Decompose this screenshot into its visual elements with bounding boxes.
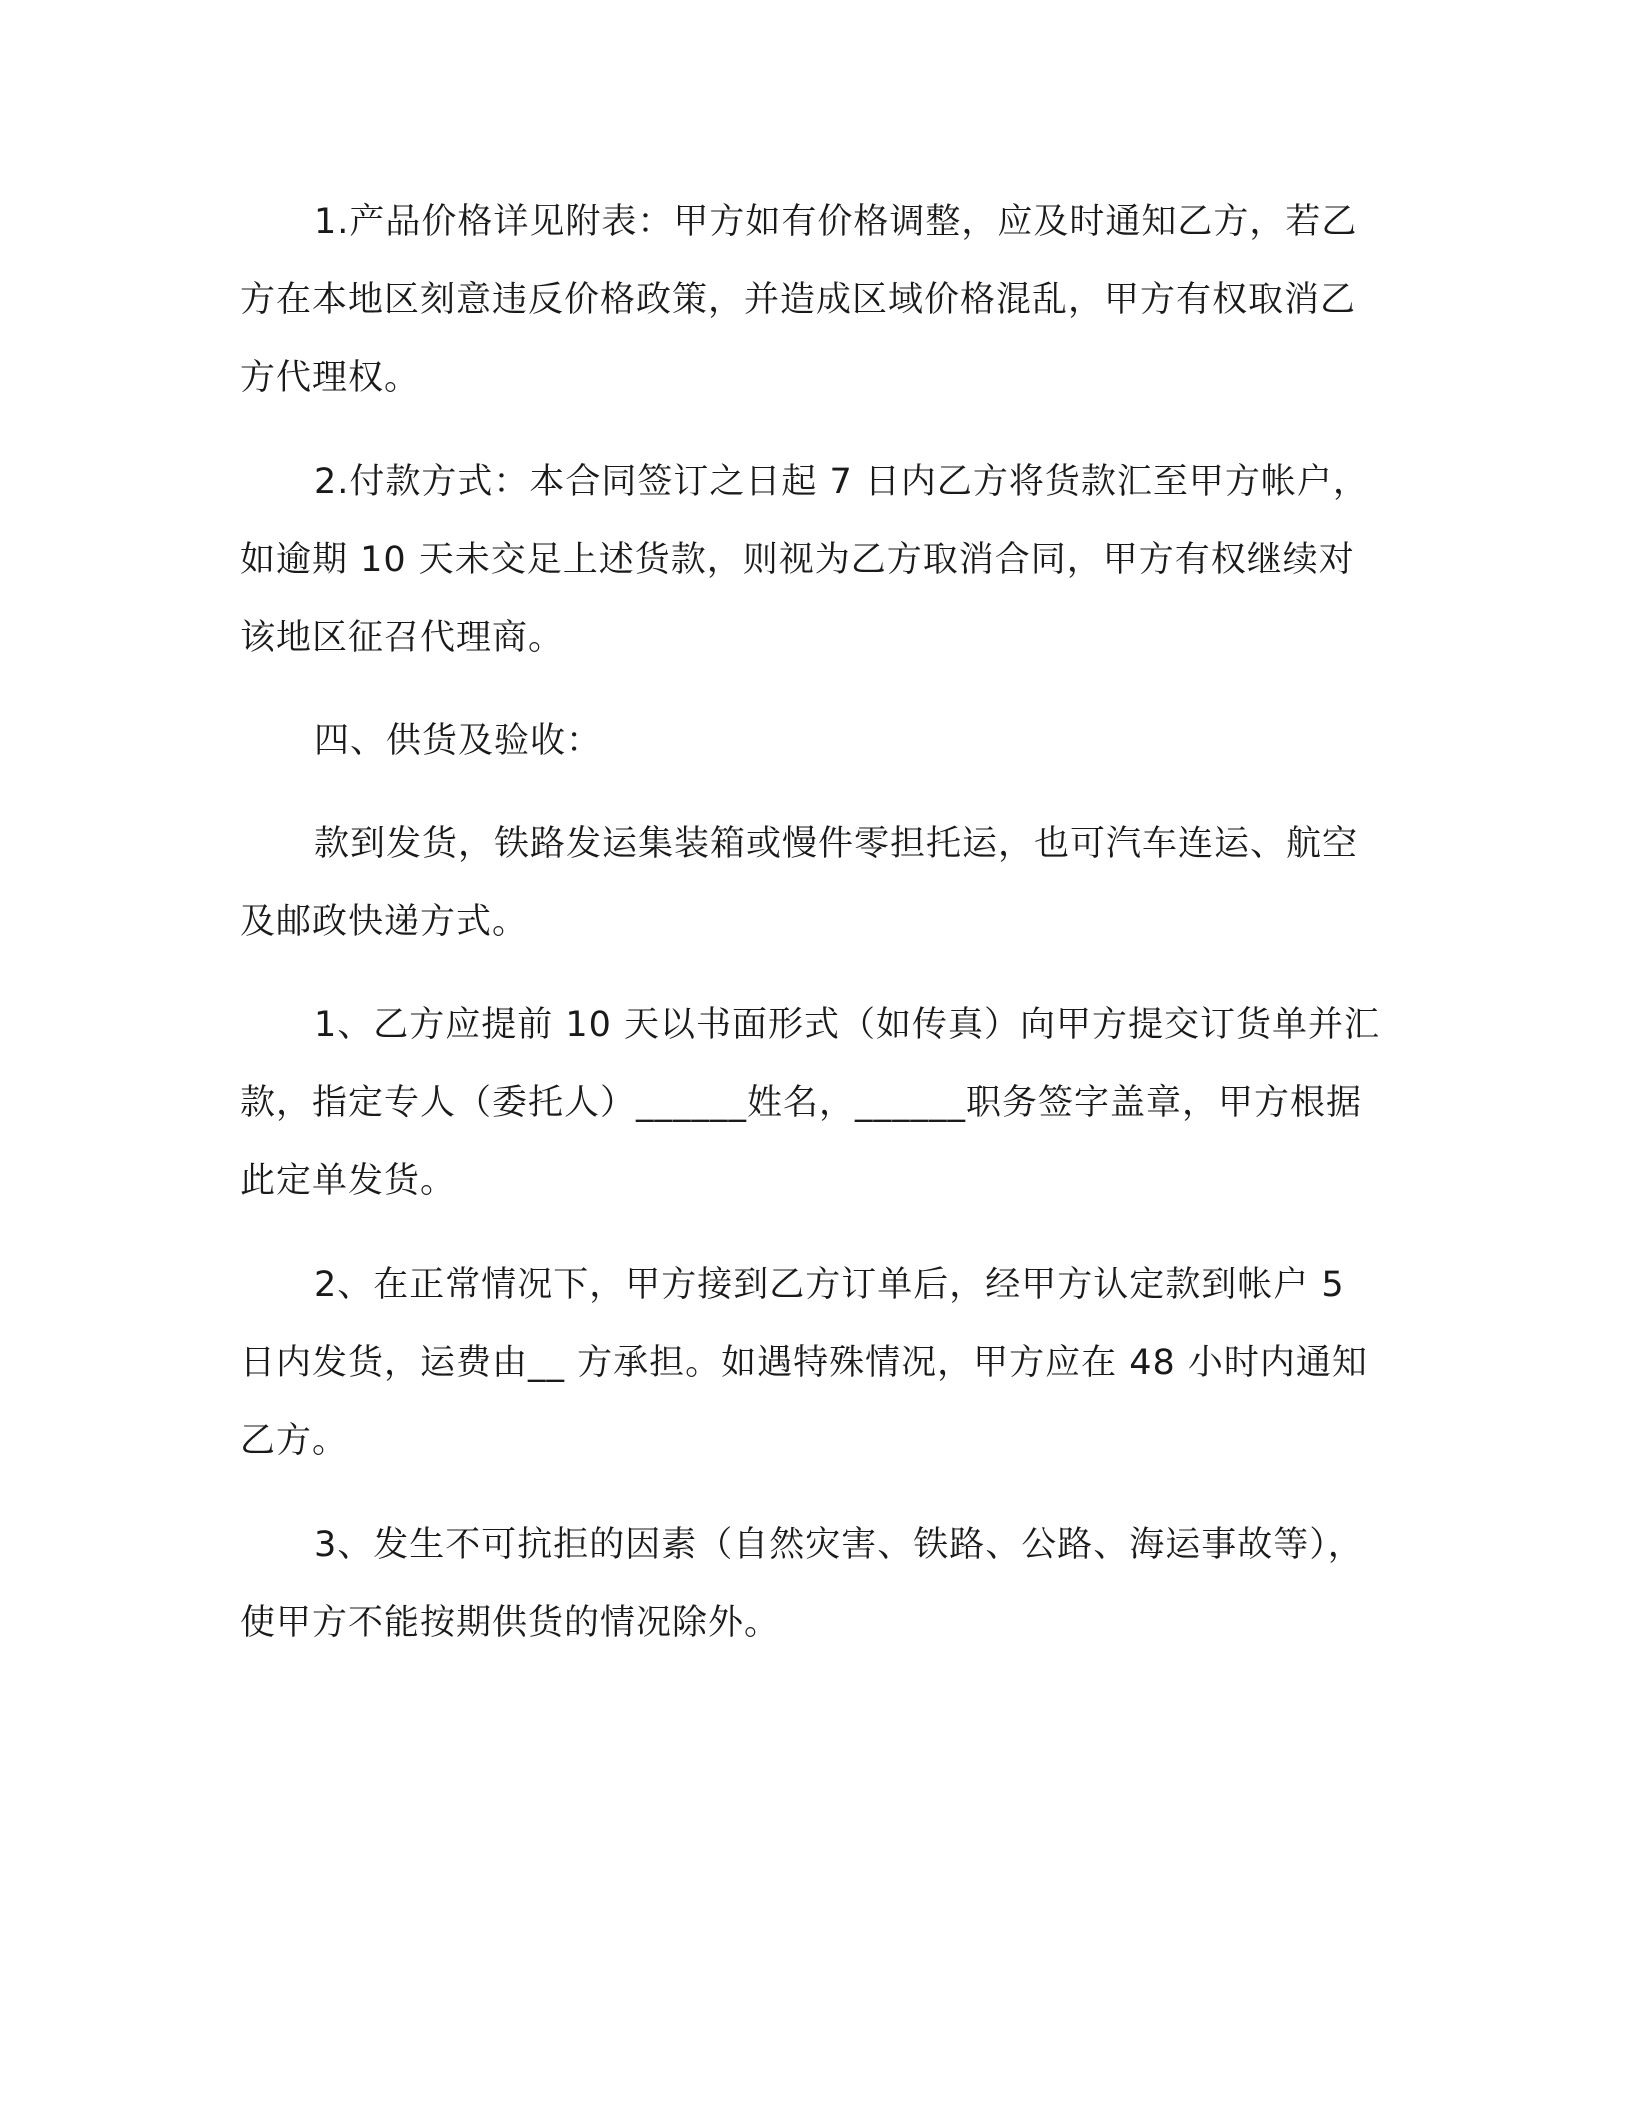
clause-force-majeure: 3、发生不可抗拒的因素（自然灾害、铁路、公路、海运事故等），使甲方不能按期供货的情况除外。 <box>240 1525 1364 1643</box>
clause-price-adjustment: 1.产品价格详见附表：甲方如有价格调整，应及时通知乙方，若乙方在本地区刻意违反价格政策，并造成区域价格混乱，甲方有权取消乙方代理权。 <box>240 202 1358 398</box>
clause-payment-method: 2.付款方式：本合同签订之日起 7 日内乙方将货款汇至甲方帐户，如逾期 10 天未交足上述货款，则视为乙方取消合同，甲方有权继续对该地区征召代理商。 <box>240 462 1369 658</box>
clause-order-submission: 1、乙方应提前 10 天以书面形式（如传真）向甲方提交订货单并汇款，指定专人（委托人）______姓名，______职务签字盖章，甲方根据此定单发货。 <box>240 1005 1381 1201</box>
clause-delivery-time: 2、在正常情况下，甲方接到乙方订单后，经甲方认定款到帐户 5 日内发货，运费由__ 方承担。如遇特殊情况，甲方应在 48 小时内通知乙方。 <box>240 1265 1368 1461</box>
paragraph-shipping-methods: 款到发货，铁路发运集装箱或慢件零担托运，也可汽车连运、航空及邮政快递方式。 <box>240 824 1359 942</box>
section-heading-supply-acceptance: 四、供货及验收： <box>314 721 603 761</box>
